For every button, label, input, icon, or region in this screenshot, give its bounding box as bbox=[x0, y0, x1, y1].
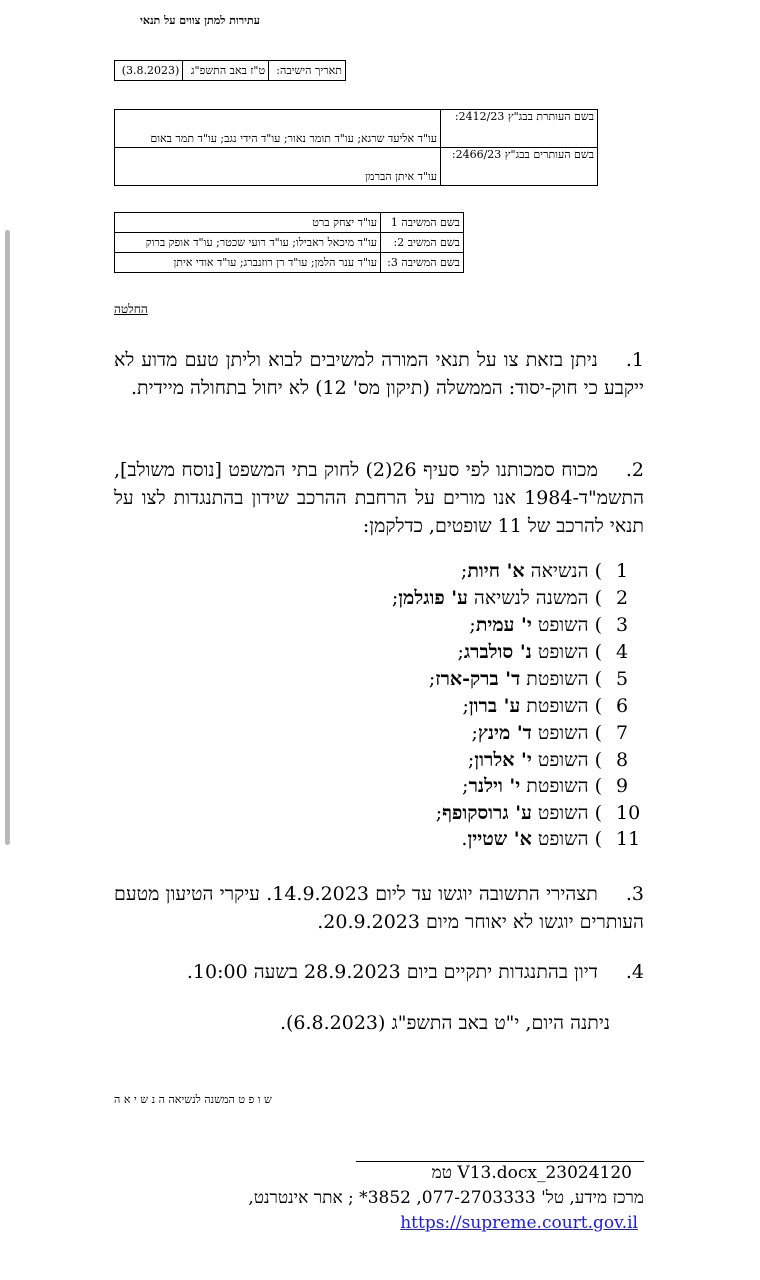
justice-number: 8 bbox=[616, 749, 629, 771]
justice-name: א' שטיין bbox=[467, 828, 532, 850]
paragraph-3 bbox=[114, 880, 644, 936]
justice-name: י' אלרון bbox=[474, 749, 532, 771]
justice-name: נ' סולברג bbox=[463, 641, 532, 663]
justice-name: א' חיות bbox=[467, 560, 525, 582]
respondent-counsel-1: עו"ד יצחק ברט bbox=[115, 213, 381, 233]
respondents-counsel-table bbox=[114, 212, 464, 273]
hearing-gregorian-date: (3.8.2023) bbox=[115, 61, 183, 81]
justice-item: 5) השופטת ד' ברק-ארז; bbox=[429, 666, 644, 692]
petitioners-counsel-table bbox=[114, 109, 598, 186]
justice-number: 1 bbox=[616, 560, 629, 582]
justice-number: 10 bbox=[616, 802, 641, 824]
justice-number: 11 bbox=[616, 828, 641, 850]
footer-website-link[interactable]: https://supreme.court.gov.il bbox=[400, 1213, 638, 1233]
paragraph-number: 3. bbox=[625, 883, 644, 905]
justice-name: ע' ברון bbox=[468, 695, 521, 717]
respondent-counsel-2: עו"ד מיכאל ראבילו; עו"ד רועי שכטר; עו"ד אופק ברוק bbox=[115, 233, 381, 253]
paragraph-text: מכוח סמכותנו לפי סעיף 26(2) לחוק בתי המשפט [נוסח משולב], התשמ"ד-1984 אנו מורים על הרחבת ההרכב שידון בהתנגדות לצו על תנאי להרכב של 11 שופטים, כדלקמן: bbox=[114, 459, 644, 537]
paragraph-text: תצהירי התשובה יוגשו עד ליום 14.9.2023. עיקרי הטיעון מטעם העותרים יוגשו לא יאוחר מיום 20.9.2023. bbox=[114, 883, 644, 933]
footer-divider bbox=[356, 1161, 644, 1162]
petitioner-role-2: בשם העותרים בבג"ץ 2466/23: bbox=[441, 148, 598, 186]
justice-name: ד' מינץ bbox=[477, 722, 532, 744]
justice-name: ד' ברק-ארז bbox=[435, 668, 521, 690]
respondent-role-1: בשם המשיבה 1 bbox=[381, 213, 464, 233]
respondent-role-3: בשם המשיבה 3: bbox=[381, 253, 464, 273]
justice-item: 6) השופטת ע' ברון; bbox=[462, 693, 644, 719]
footer-contact-info: מרכז מידע, טל' 077-2703333, 3852* ; אתר אינטרנט, bbox=[248, 1188, 644, 1208]
document-header-title: עתירות למתן צווים על תנאי bbox=[140, 14, 260, 27]
justice-name: ע' פוגלמן bbox=[398, 587, 468, 609]
justice-name: י' וילנר bbox=[468, 775, 521, 797]
hearing-date-table bbox=[114, 60, 346, 81]
scrollbar-track[interactable] bbox=[0, 0, 14, 1280]
petitioner-counsel-1: עו"ד אליעד שרגא; עו"ד תומר נאור; עו"ד הידי נגב; עו"ד תמר באום bbox=[115, 110, 441, 148]
respondent-counsel-3: עו"ד ענר הלמן; עו"ד רן רוזנברג; עו"ד אודי איתן bbox=[115, 253, 381, 273]
petitioner-role-1: בשם העותרת בבג"ץ 2412/23: bbox=[441, 110, 598, 148]
justice-item: 11) השופט א' שטיין. bbox=[461, 826, 644, 852]
justice-item: 4) השופט נ' סולברג; bbox=[457, 639, 644, 665]
hearing-date-label: תאריך הישיבה: bbox=[269, 61, 346, 81]
justice-number: 6 bbox=[616, 695, 629, 717]
justice-number: 4 bbox=[616, 641, 629, 663]
signature-line: ש ו פ ט המשנה לנשיאה ה נ ש י א ה bbox=[114, 1093, 272, 1106]
paragraph-number: 1. bbox=[625, 349, 644, 371]
scrollbar-thumb[interactable] bbox=[5, 230, 10, 845]
paragraph-text: ניתן בזאת צו על תנאי המורה למשיבים לבוא וליתן טעם מדוע לא ייקבע כי חוק-יסוד: הממשלה (תיקון מס' 12) לא יחול בתחולה מיידית. bbox=[114, 349, 644, 399]
paragraph-text: דיון בהתנגדות יתקיים ביום 28.9.2023 בשעה 10:00. bbox=[186, 961, 598, 983]
justice-item: 1) הנשיאה א' חיות; bbox=[461, 558, 644, 584]
paragraph-number: 4. bbox=[625, 961, 644, 983]
paragraph-1 bbox=[114, 346, 644, 402]
justice-number: 3 bbox=[616, 614, 629, 636]
justice-number: 2 bbox=[616, 587, 629, 609]
justice-name: ע' גרוסקופף bbox=[442, 802, 532, 824]
justice-number: 7 bbox=[616, 722, 629, 744]
respondent-role-2: בשם המשיב 2: bbox=[381, 233, 464, 253]
justice-item: 9) השופטת י' וילנר; bbox=[462, 773, 644, 799]
signing-date-line: ניתנה היום, י"ט באב התשפ"ג (6.8.2023). bbox=[279, 1012, 610, 1034]
justice-item: 7) השופט ד' מינץ; bbox=[472, 720, 644, 746]
footer-file-name: V13.docx_23024120 טמ bbox=[431, 1163, 632, 1183]
hearing-hebrew-date: ט"ז באב התשפ"ג bbox=[183, 61, 269, 81]
petitioner-counsel-2: עו"ד איתן הברמן bbox=[115, 148, 441, 186]
justice-number: 5 bbox=[616, 668, 629, 690]
justice-item: 2) המשנה לנשיאה ע' פוגלמן; bbox=[392, 585, 644, 611]
paragraph-number: 2. bbox=[625, 459, 644, 481]
justice-item: 10) השופט ע' גרוסקופף; bbox=[436, 800, 644, 826]
justice-number: 9 bbox=[616, 775, 629, 797]
justice-name: י' עמית bbox=[475, 614, 532, 636]
justice-item: 8) השופט י' אלרון; bbox=[468, 747, 644, 773]
decision-heading: החלטה bbox=[114, 302, 148, 316]
justice-item: 3) השופט י' עמית; bbox=[469, 612, 644, 638]
paragraph-2 bbox=[114, 456, 644, 540]
paragraph-4 bbox=[114, 958, 644, 986]
